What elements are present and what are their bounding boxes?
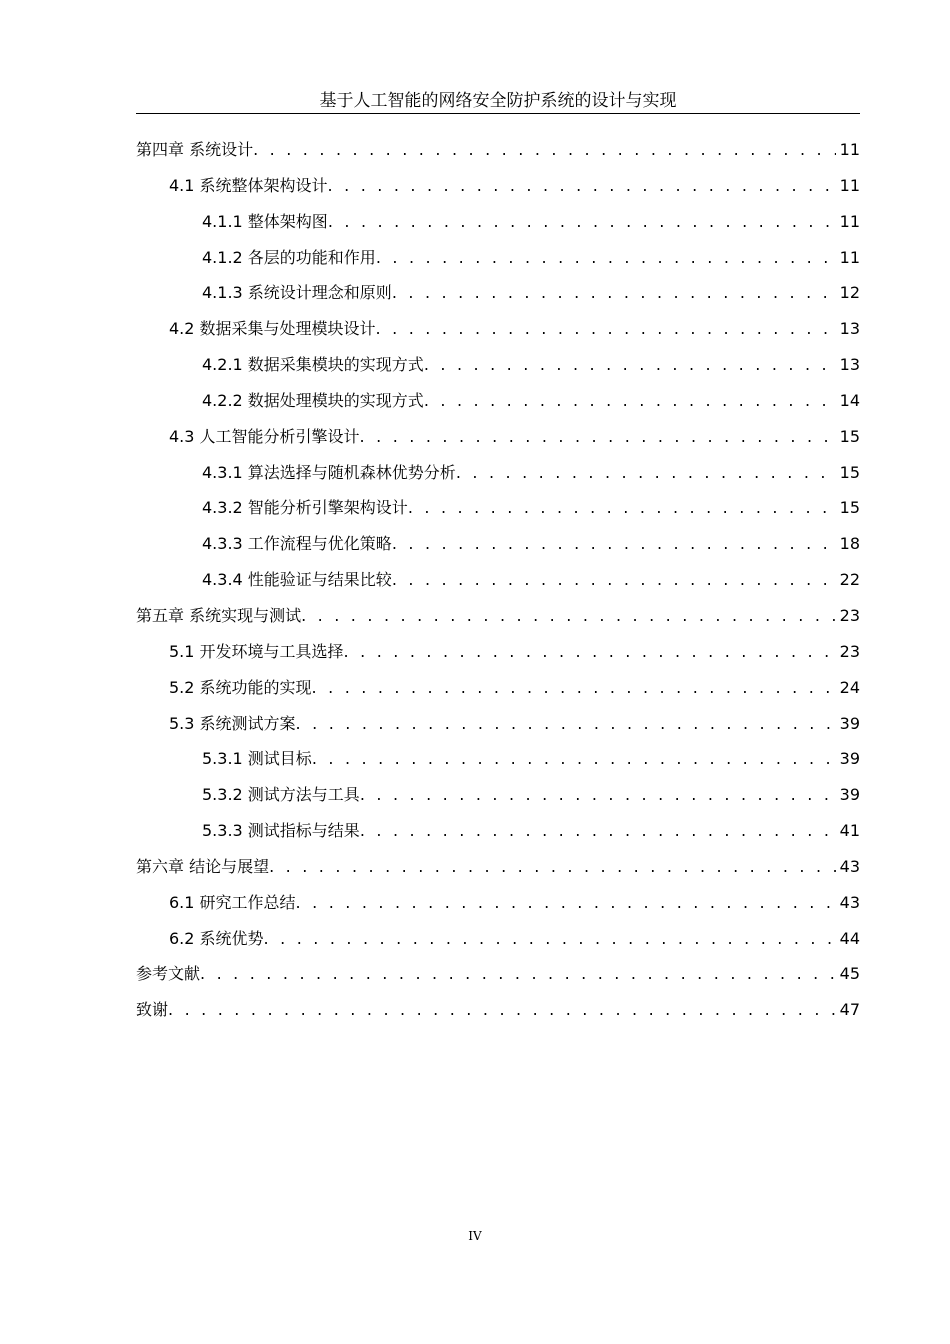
- toc-entry[interactable]: [136, 813, 860, 849]
- toc-entry-title: 参考文献: [136, 964, 201, 984]
- toc-dot-leader: [296, 885, 836, 921]
- toc-entry-page-number: 15: [839, 462, 860, 482]
- toc-entry-title: 5.3 系统测试方案: [169, 713, 296, 733]
- toc-entry-title: 5.2 系统功能的实现: [169, 677, 312, 697]
- toc-dot-leader: [200, 956, 836, 992]
- toc-entry-page-number: 11: [839, 175, 860, 195]
- toc-entry[interactable]: [136, 455, 860, 491]
- toc-entry[interactable]: [136, 634, 860, 670]
- toc-entry-title: 5.3.3 测试指标与结果: [202, 821, 360, 841]
- toc-entry-page-number: 11: [839, 140, 860, 159]
- toc-entry-title: 4.1.2 各层的功能和作用: [202, 247, 376, 267]
- toc-dot-leader: [360, 419, 836, 455]
- toc-entry-page-number: 11: [839, 247, 860, 267]
- toc-entry[interactable]: [136, 849, 860, 885]
- toc-entry[interactable]: [136, 383, 860, 419]
- toc-entry-title: 4.1.3 系统设计理念和原则: [202, 283, 392, 303]
- toc-dot-leader: [312, 670, 836, 706]
- toc-entry-page-number: 39: [839, 749, 860, 769]
- toc-dot-leader: [376, 240, 836, 276]
- toc-entry-page-number: 41: [839, 821, 860, 841]
- toc-entry-title: 4.2 数据采集与处理模块设计: [169, 319, 376, 339]
- toc-entry-title: 致谢: [136, 1000, 169, 1020]
- toc-dot-leader: [296, 706, 836, 742]
- toc-entry[interactable]: [136, 240, 860, 276]
- toc-entry[interactable]: [136, 562, 860, 598]
- toc-dot-leader: [360, 813, 836, 849]
- toc-entry-title: 4.3 人工智能分析引擎设计: [169, 426, 360, 446]
- toc-dot-leader: [360, 777, 836, 813]
- toc-entry[interactable]: [136, 419, 860, 455]
- toc-entry-page-number: 24: [839, 677, 860, 697]
- toc-entry-title: 第六章 结论与展望: [136, 856, 270, 876]
- toc-entry-page-number: 39: [839, 713, 860, 733]
- toc-entry[interactable]: [136, 347, 860, 383]
- toc-entry-title: 5.3.2 测试方法与工具: [202, 785, 360, 805]
- toc-entry-title: 4.3.2 智能分析引擎架构设计: [202, 498, 408, 518]
- toc-entry[interactable]: [136, 670, 860, 706]
- header-divider: [136, 113, 860, 114]
- toc-entry-page-number: 43: [839, 892, 860, 912]
- toc-entry-title: 4.3.3 工作流程与优化策略: [202, 534, 392, 554]
- toc-dot-leader: [269, 849, 836, 885]
- toc-entry[interactable]: [136, 956, 860, 992]
- toc-entry-page-number: 14: [839, 390, 860, 410]
- toc-dot-leader: [392, 275, 836, 311]
- toc-entry[interactable]: [136, 885, 860, 921]
- toc-dot-leader: [392, 562, 836, 598]
- toc-entry-title: 6.1 研究工作总结: [169, 892, 296, 912]
- toc-entry[interactable]: [136, 275, 860, 311]
- toc-entry-page-number: 39: [839, 785, 860, 805]
- toc-entry-page-number: 23: [839, 641, 860, 661]
- toc-dot-leader: [253, 132, 836, 168]
- toc-entry-page-number: 23: [839, 605, 860, 625]
- toc-entry-page-number: 11: [839, 211, 860, 231]
- page-number: IV: [468, 1229, 482, 1243]
- toc-entry[interactable]: [136, 311, 860, 347]
- toc-entry[interactable]: [136, 777, 860, 813]
- toc-dot-leader: [264, 921, 836, 957]
- toc-entry[interactable]: [136, 741, 860, 777]
- toc-entry[interactable]: [136, 992, 860, 1028]
- table-of-contents: [136, 132, 860, 1028]
- toc-dot-leader: [312, 741, 836, 777]
- toc-dot-leader: [328, 204, 836, 240]
- toc-entry-title: 第四章 系统设计: [136, 140, 254, 159]
- toc-entry-page-number: 15: [839, 498, 860, 518]
- toc-entry-page-number: 13: [839, 355, 860, 375]
- toc-dot-leader: [376, 311, 836, 347]
- toc-entry[interactable]: [136, 526, 860, 562]
- toc-entry[interactable]: [136, 598, 860, 634]
- toc-entry-title: 4.2.1 数据采集模块的实现方式: [202, 355, 424, 375]
- toc-entry-page-number: 12: [839, 283, 860, 303]
- toc-entry-page-number: 47: [839, 1000, 860, 1020]
- toc-dot-leader: [424, 347, 836, 383]
- toc-entry-title: 4.3.1 算法选择与随机森林优势分析: [202, 462, 456, 482]
- toc-dot-leader: [301, 598, 836, 634]
- toc-entry[interactable]: [136, 706, 860, 742]
- toc-entry-page-number: 43: [839, 856, 860, 876]
- toc-entry-title: 4.1 系统整体架构设计: [169, 175, 328, 195]
- toc-entry-page-number: 45: [839, 964, 860, 984]
- toc-dot-leader: [408, 490, 836, 526]
- toc-dot-leader: [328, 168, 836, 204]
- toc-entry-title: 4.1.1 整体架构图: [202, 211, 328, 231]
- toc-dot-leader: [424, 383, 836, 419]
- toc-entry-title: 第五章 系统实现与测试: [136, 605, 302, 625]
- toc-entry[interactable]: [136, 921, 860, 957]
- toc-dot-leader: [344, 634, 836, 670]
- running-header-title: 基于人工智能的网络安全防护系统的设计与实现: [319, 91, 677, 111]
- toc-entry[interactable]: [136, 168, 860, 204]
- toc-entry-title: 5.1 开发环境与工具选择: [169, 641, 344, 661]
- toc-entry-page-number: 15: [839, 426, 860, 446]
- toc-entry-page-number: 44: [839, 928, 860, 948]
- toc-entry[interactable]: [136, 490, 860, 526]
- toc-entry-page-number: 13: [839, 319, 860, 339]
- toc-entry-page-number: 18: [839, 534, 860, 554]
- toc-entry-title: 4.3.4 性能验证与结果比较: [202, 570, 392, 590]
- toc-dot-leader: [456, 455, 836, 491]
- toc-dot-leader: [168, 992, 836, 1028]
- toc-entry-page-number: 22: [839, 570, 860, 590]
- toc-entry-title: 4.2.2 数据处理模块的实现方式: [202, 390, 424, 410]
- toc-entry-title: 5.3.1 测试目标: [202, 749, 312, 769]
- toc-entry-title: 6.2 系统优势: [169, 928, 264, 948]
- toc-entry[interactable]: [136, 204, 860, 240]
- toc-dot-leader: [392, 526, 836, 562]
- toc-entry[interactable]: [136, 132, 860, 168]
